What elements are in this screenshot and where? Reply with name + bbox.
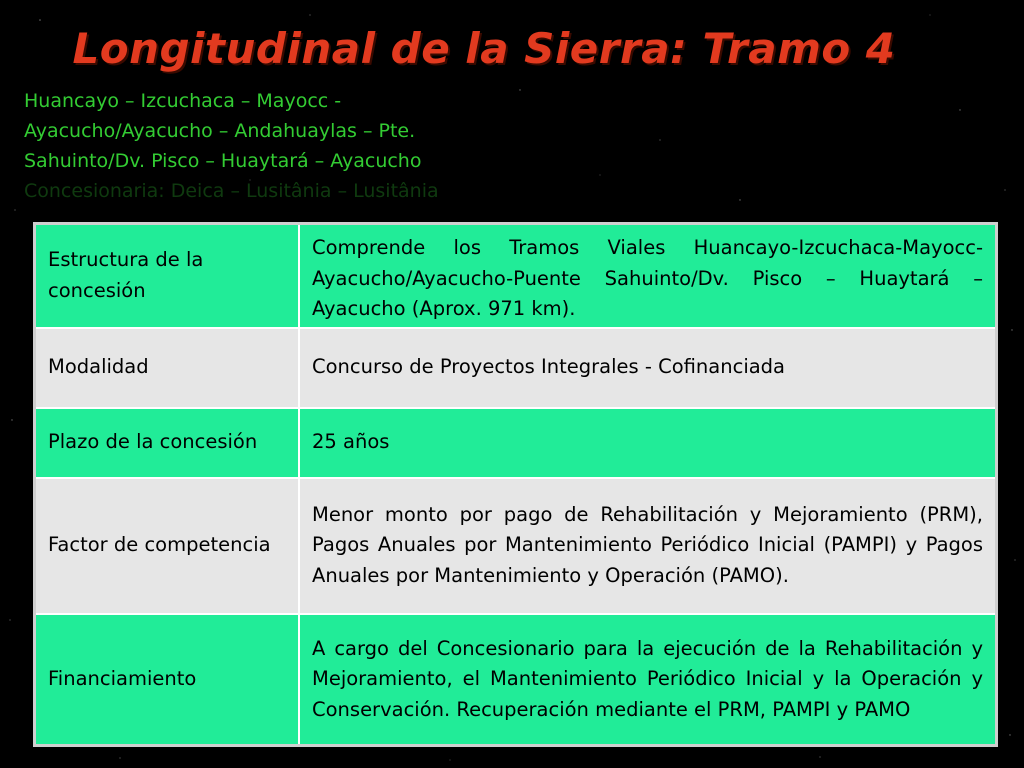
row-value: Concurso de Proyectos Integrales - Cofinanciada <box>299 328 997 408</box>
table-row <box>35 328 997 408</box>
table-row <box>35 408 997 478</box>
row-label: Modalidad <box>35 328 300 408</box>
row-value: Menor monto por pago de Rehabilitación y Mejoramiento (PRM), Pagos Anuales por Mantenimiento Periódico Inicial (PAMPI) y Pagos Anuales por Mantenimiento y Operación (PAMO). <box>299 478 997 614</box>
table-row <box>35 478 997 614</box>
route-line-3: Sahuinto/Dv. Pisco – Huaytará – Ayacucho <box>24 150 422 172</box>
row-value: Comprende los Tramos Viales Huancayo-Izcuchaca-Mayocc-Ayacucho/Ayacucho-Puente Sahuinto/Dv. Pisco – Huaytará – Ayacucho (Aprox. 971 km). <box>299 224 997 328</box>
table-row <box>35 614 997 746</box>
row-value: A cargo del Concesionario para la ejecución de la Rehabilitación y Mejoramiento, el Mantenimiento Periódico Inicial y la Operación y Conservación. Recuperación mediante el PRM, PAMPI y PAMO <box>299 614 997 746</box>
row-label: Financiamiento <box>35 614 300 746</box>
row-label: Estructura de la concesión <box>35 224 300 328</box>
route-line-2: Ayacucho/Ayacucho – Andahuaylas – Pte. <box>24 120 416 142</box>
route-line-1: Huancayo – Izcuchaca – Mayocc - <box>24 90 342 112</box>
table-row <box>35 224 997 328</box>
route-line-4: Concesionaria: Deica – Lusitânia – Lusitânia <box>24 180 439 202</box>
row-label: Factor de competencia <box>35 478 300 614</box>
slide-title: Longitudinal de la Sierra: Tramo 4 <box>72 24 896 73</box>
row-label: Plazo de la concesión <box>35 408 300 478</box>
concession-table <box>33 222 998 747</box>
row-value: 25 años <box>299 408 997 478</box>
route-description <box>24 86 584 206</box>
